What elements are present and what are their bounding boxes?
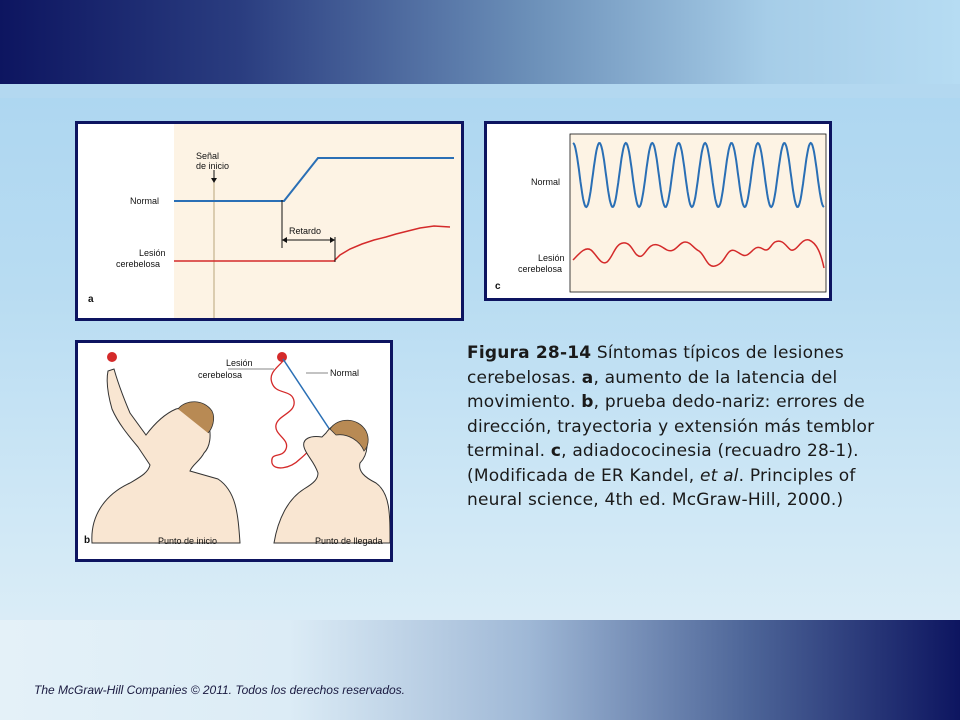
start-target-dot: [107, 352, 117, 362]
figure-panel-b: [75, 340, 393, 562]
caption-letter-b: b: [581, 392, 594, 412]
start-figure: [92, 369, 243, 543]
signal-label: [196, 151, 229, 171]
figure-panel-c: [484, 121, 832, 301]
lesion-label-b-line2: cerebelosa: [198, 370, 243, 380]
caption-text-b: , prueba dedo-nariz: errores de dirección, trayectoria y extensión más temblor terminal.: [467, 392, 875, 461]
latency-graph: [78, 124, 461, 318]
caption-text-a: , aumento de la latencia del movimiento.: [467, 367, 838, 412]
lesion-label-line2: cerebelosa: [116, 259, 161, 269]
figure-caption: [467, 341, 897, 513]
lesion-label-c-line2: cerebelosa: [518, 264, 563, 274]
copyright-footer: The McGraw-Hill Companies © 2011. Todos los derechos reservados.: [34, 683, 406, 697]
delay-label: Retardo: [289, 226, 322, 236]
caption-letter-c: c: [550, 441, 562, 461]
caption-etal: et al: [699, 465, 739, 486]
caption-title: Síntomas típicos de lesiones cerebelosas.: [467, 343, 844, 388]
end-figure: [274, 423, 390, 543]
caption-text-c: , adiadococinesia (recuadro 28-1). (Modificada de ER Kandel,: [467, 441, 859, 486]
lesion-label-c-line1: Lesión: [538, 253, 565, 263]
normal-label-c: Normal: [531, 177, 561, 187]
normal-label: Normal: [130, 196, 160, 206]
lesion-label-b-line1: Lesión: [226, 358, 253, 368]
lesion-label: [139, 248, 166, 258]
panel-letter-a: a: [88, 294, 94, 305]
panel-letter-b: b: [84, 535, 91, 546]
normal-trajectory: [283, 359, 332, 433]
panel-letter-c: c: [495, 281, 501, 292]
figure-panel-a: [75, 121, 464, 321]
caption-figure-label: Figura 28-14: [467, 343, 592, 363]
caption-tail: . Principles of neural science, 4th ed. McGraw-Hill, 2000.): [467, 465, 856, 510]
signal-label-line1: Señal: [196, 151, 220, 161]
footer-band: [0, 620, 960, 720]
signal-label-line2: de inicio: [196, 161, 230, 171]
header-band: [0, 0, 960, 92]
end-label: Punto de llegada: [315, 536, 383, 546]
start-label: Punto de inicio: [158, 536, 218, 546]
caption-letter-a: a: [581, 367, 594, 388]
end-target-dot: [277, 352, 287, 362]
normal-label-b: Normal: [330, 368, 360, 378]
lesion-label-line1: Lesión: [139, 248, 166, 258]
